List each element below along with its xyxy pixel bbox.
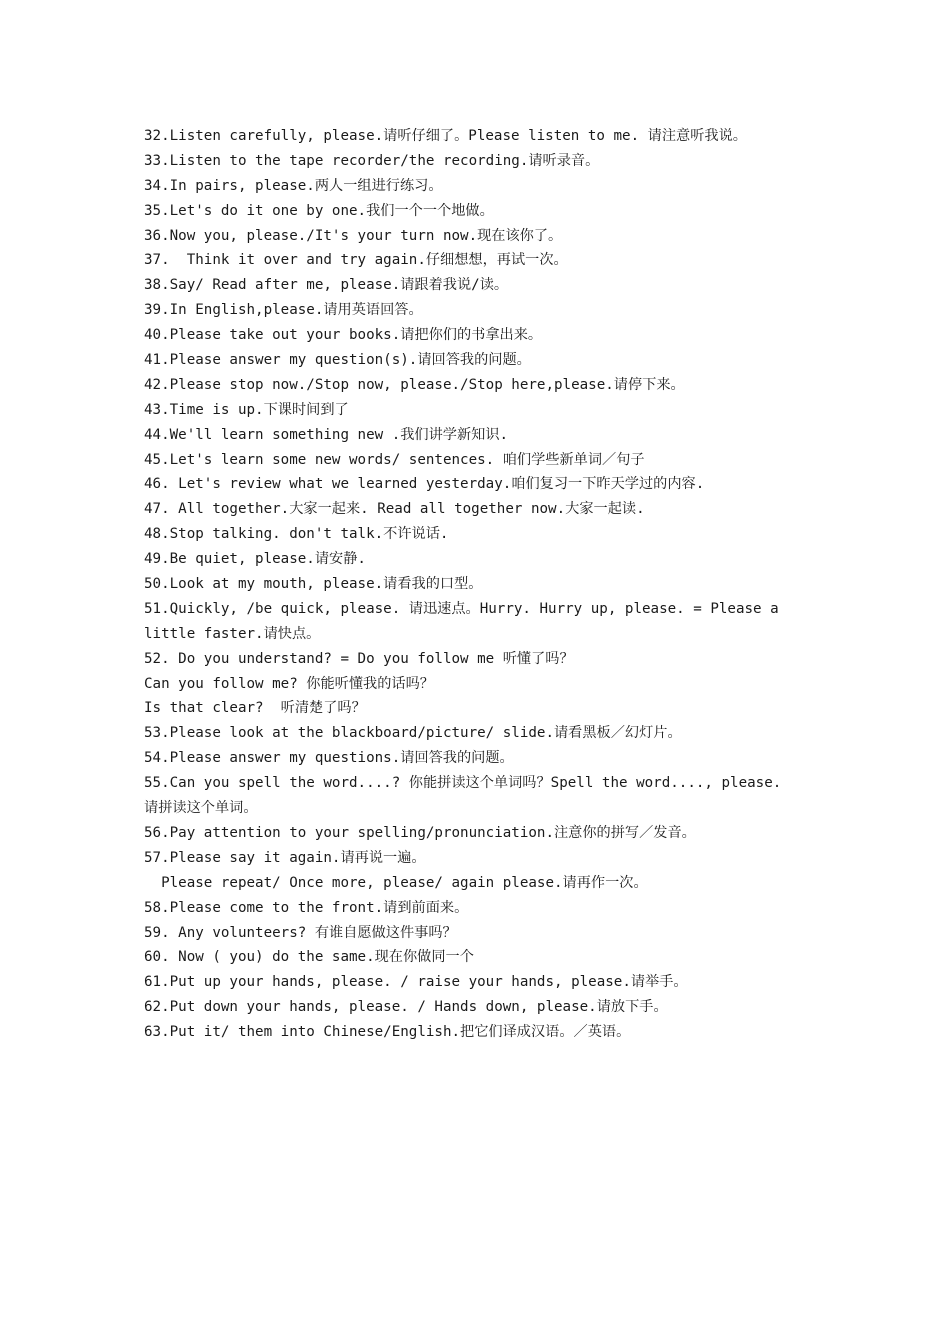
text-line: 39.In English,please.请用英语回答。	[144, 302, 423, 319]
text-line: 52. Do you understand? = Do you follow me 听懂了吗？	[144, 650, 574, 667]
text-line: 42.Please stop now./Stop now, please./Stop here,please.请停下来。	[144, 376, 685, 393]
text-line: 50.Look at my mouth, please.请看我的口型。	[144, 576, 483, 593]
text-line: 62.Put down your hands, please. / Hands down, please.请放下手。	[144, 999, 668, 1016]
text-line: 37. Think it over and try again.仔细想想，再试一次。	[144, 252, 568, 269]
text-line: 60. Now ( you) do the same.现在你做同一个	[144, 949, 474, 966]
text-line: 35.Let's do it one by one.我们一个一个地做。	[144, 202, 494, 219]
text-line: 59. Any volunteers? 有谁自愿做这件事吗？	[144, 924, 457, 941]
text-line: 51.Quickly, /be quick, please. 请迅速点。Hurry. Hurry up, please. = Please a	[144, 600, 779, 617]
text-line: 34.In pairs, please.两人一组进行练习。	[144, 177, 443, 194]
text-line: 请拼读这个单词。	[144, 800, 258, 817]
text-line: 57.Please say it again.请再说一遍。	[144, 849, 426, 866]
text-line: 56.Pay attention to your spelling/pronunciation.注意你的拼写／发音。	[144, 824, 696, 841]
text-line: 43.Time is up.下课时间到了	[144, 401, 349, 418]
text-line: little faster.请快点。	[144, 625, 321, 642]
text-line: 36.Now you, please./It's your turn now.现在该你了。	[144, 227, 563, 244]
text-line: 41.Please answer my question(s).请回答我的问题。	[144, 352, 531, 369]
text-line: Is that clear? 听清楚了吗？	[144, 700, 366, 717]
text-line: 38.Say/ Read after me, please.请跟着我说/读。	[144, 277, 509, 294]
text-line: 32.Listen carefully, please.请听仔细了。Please listen to me. 请注意听我说。	[144, 128, 747, 144]
text-line: Can you follow me? 你能听懂我的话吗？	[144, 675, 434, 692]
text-line: 61.Put up your hands, please. / raise your hands, please.请举手。	[144, 974, 688, 991]
text-line: 33.Listen to the tape recorder/the recording.请听录音。	[144, 152, 600, 169]
text-line: 49.Be quiet, please.请安静.	[144, 551, 366, 568]
text-line: 53.Please look at the blackboard/picture/ slide.请看黑板／幻灯片。	[144, 725, 682, 742]
text-line: Please repeat/ Once more, please/ again please.请再作一次。	[144, 874, 648, 891]
text-line: 58.Please come to the front.请到前面来。	[144, 899, 469, 916]
text-line: 45.Let's learn some new words/ sentences. 咱们学些新单词／句子	[144, 451, 645, 468]
text-line: 46. Let's review what we learned yesterday.咱们复习一下昨天学过的内容.	[144, 476, 705, 493]
text-line: 48.Stop talking. don't talk.不许说话.	[144, 526, 449, 543]
text-line: 40.Please take out your books.请把你们的书拿出来。	[144, 327, 543, 344]
text-line: 63.Put it/ them into Chinese/English.把它们译成汉语。／英语。	[144, 1024, 631, 1041]
document-body	[144, 124, 804, 1045]
text-line: 44.We'll learn something new .我们讲学新知识.	[144, 426, 509, 443]
text-line: 54.Please answer my questions.请回答我的问题。	[144, 750, 514, 767]
text-line: 55.Can you spell the word....? 你能拼读这个单词吗？Spell the word...., please.	[144, 775, 782, 792]
text-line: 47. All together.大家一起来. Read all together now.大家一起读.	[144, 501, 645, 518]
